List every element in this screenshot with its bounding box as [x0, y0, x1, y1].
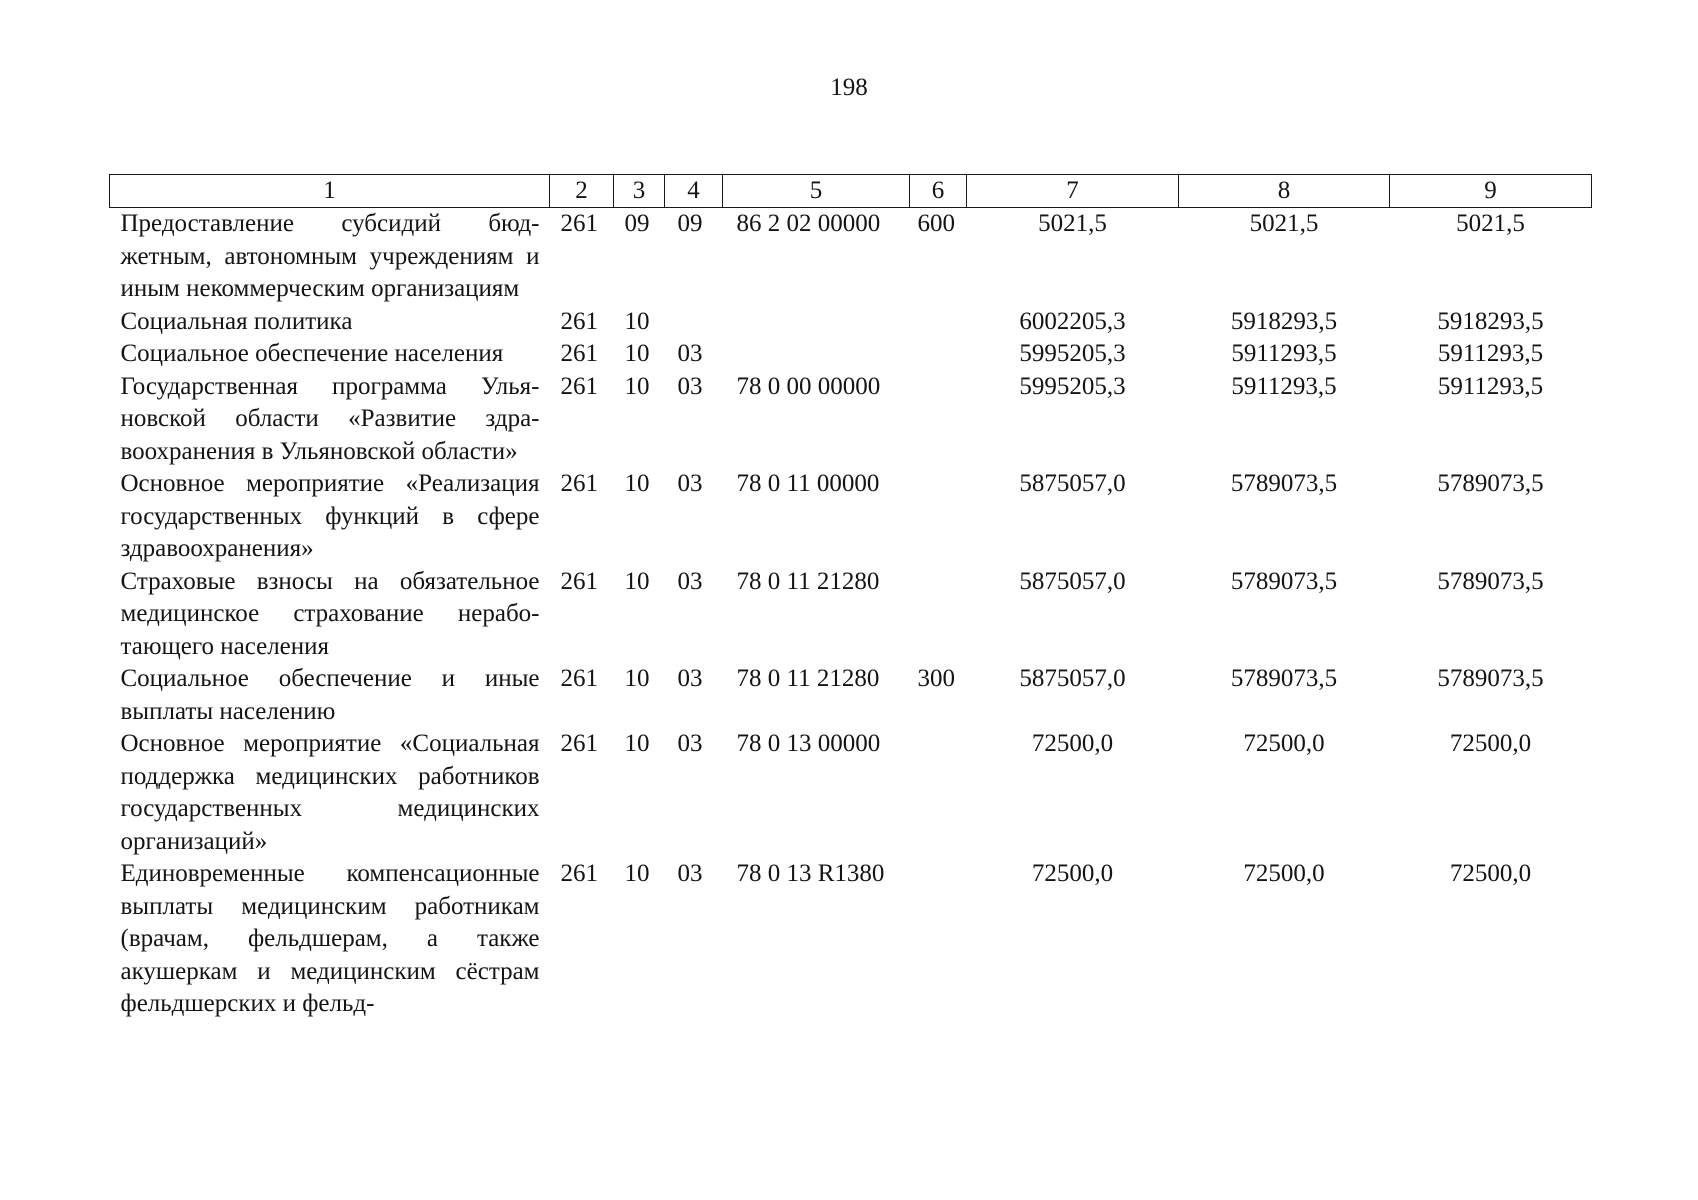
row-amount-8: 5789073,5	[1230, 567, 1338, 595]
row-code-6	[910, 728, 967, 858]
row-amount-8: 5789073,5	[1230, 470, 1338, 497]
header-col-1: 1	[110, 175, 550, 208]
row-amount-9: 5789073,5	[1437, 470, 1544, 497]
row-code-4: 03	[677, 730, 703, 757]
row-amount-7: 5995205,3	[1019, 340, 1126, 367]
row-code-4	[665, 306, 723, 339]
row-name: Социальное обеспечение населения	[120, 340, 504, 367]
row-amount-9: 5918293,5	[1437, 307, 1544, 335]
row-code-6: 600	[917, 210, 955, 237]
header-col-8: 8	[1179, 175, 1390, 208]
row-amount-7: 72500,0	[1031, 860, 1114, 887]
table-row	[110, 208, 1592, 306]
row-code-5: 78 0 13 00000	[736, 730, 881, 757]
row-code-2: 261	[560, 470, 598, 497]
table-row	[110, 728, 1592, 858]
row-amount-9: 5789073,5	[1437, 665, 1544, 692]
row-name: Страховые взносы на обязательное медицинское страхование неработающего населения	[120, 567, 540, 660]
row-name: Основное мероприятие «Социальная поддержка медицинских работников государственных медицинских организаций»	[120, 730, 540, 855]
row-amount-9: 72500,0	[1449, 860, 1532, 887]
row-code-6	[910, 858, 967, 1021]
row-code-3: 10	[624, 567, 650, 595]
row-amount-8: 5918293,5	[1230, 307, 1338, 335]
row-name: Социальное обеспечение и иные выплаты населению	[120, 665, 540, 725]
row-code-3: 10	[624, 340, 650, 367]
row-code-2: 261	[560, 665, 598, 692]
table-row	[110, 468, 1592, 566]
header-col-3: 3	[614, 175, 665, 208]
row-code-6	[910, 338, 967, 371]
row-code-2: 261	[560, 860, 598, 887]
row-code-3: 10	[624, 730, 650, 757]
row-code-5: 78 0 00 00000	[736, 372, 881, 400]
row-name: Государственная программа Ульяновской области «Развитие здравоохранения в Ульяновской области»	[120, 372, 540, 465]
header-row	[110, 175, 1592, 208]
row-code-4: 09	[677, 210, 703, 237]
row-code-2: 261	[560, 210, 598, 237]
row-amount-9: 5911293,5	[1437, 372, 1544, 400]
row-amount-7: 6002205,3	[1019, 307, 1126, 335]
row-name: Единовременные компенсационные выплаты медицинским работникам (врачам, фельдшерам, а также акушеркам и медицинским сёстрам фельдшерских и фельд-	[120, 860, 540, 1017]
row-code-6: 300	[917, 665, 955, 692]
row-code-6	[910, 468, 967, 566]
row-code-4: 03	[677, 340, 703, 367]
row-amount-8: 72500,0	[1243, 730, 1325, 757]
row-code-5: 78 0 11 00000	[736, 470, 880, 497]
page-number: 198	[830, 74, 868, 101]
row-amount-8: 5021,5	[1249, 210, 1319, 237]
row-amount-9: 5911293,5	[1437, 340, 1544, 367]
row-amount-8: 5911293,5	[1231, 340, 1337, 367]
row-amount-7: 72500,0	[1031, 730, 1114, 757]
table-row	[110, 566, 1592, 664]
row-name: Основное мероприятие «Реализация государственных функций в сфере здравоохранения»	[120, 470, 540, 562]
row-code-4: 03	[677, 860, 703, 887]
row-code-5	[723, 338, 910, 371]
row-code-4: 03	[677, 665, 703, 692]
row-code-3: 10	[624, 307, 650, 335]
table-body	[110, 208, 1592, 1021]
row-code-3: 10	[624, 470, 650, 497]
row-amount-7: 5875057,0	[1019, 665, 1126, 692]
row-code-3: 10	[624, 860, 650, 887]
header-col-7: 7	[967, 175, 1179, 208]
row-name: Социальная политика	[120, 307, 353, 335]
header-col-9: 9	[1390, 175, 1592, 208]
row-code-2: 261	[560, 730, 598, 757]
row-code-3: 10	[624, 665, 650, 692]
header-col-6: 6	[910, 175, 967, 208]
row-name: Предоставление субсидий бюджетным, автономным учреждениям и иным некоммерческим организациям	[120, 210, 540, 302]
table-row	[110, 306, 1592, 339]
header-col-5: 5	[723, 175, 910, 208]
budget-table	[109, 174, 1592, 1021]
row-amount-7: 5875057,0	[1019, 470, 1126, 497]
table-header	[110, 175, 1592, 208]
row-code-2: 261	[560, 567, 598, 595]
row-code-5: 78 0 11 21280	[736, 665, 880, 692]
row-code-2: 261	[560, 307, 598, 335]
row-amount-8: 5911293,5	[1231, 372, 1337, 400]
row-amount-7: 5021,5	[1038, 210, 1107, 237]
header-col-2: 2	[550, 175, 614, 208]
row-code-4: 03	[677, 470, 703, 497]
row-code-5: 78 0 11 21280	[736, 567, 880, 595]
header-col-4: 4	[665, 175, 723, 208]
row-code-6	[910, 566, 967, 664]
row-amount-9: 5021,5	[1456, 210, 1525, 237]
row-code-4: 03	[677, 567, 703, 595]
row-amount-7: 5875057,0	[1019, 567, 1126, 595]
row-code-5	[723, 306, 910, 339]
row-amount-7: 5995205,3	[1019, 372, 1126, 400]
row-code-6	[910, 371, 967, 469]
row-amount-8: 72500,0	[1243, 860, 1325, 887]
table-row	[110, 858, 1592, 1021]
row-code-3: 10	[624, 372, 650, 400]
table-row	[110, 338, 1592, 371]
row-code-6	[910, 306, 967, 339]
table-row	[110, 663, 1592, 728]
row-code-5: 78 0 13 R1380	[736, 860, 885, 887]
row-code-5: 86 2 02 00000	[736, 210, 881, 237]
row-amount-9: 72500,0	[1449, 730, 1532, 757]
row-amount-8: 5789073,5	[1230, 665, 1338, 692]
row-code-4: 03	[677, 372, 703, 400]
row-amount-9: 5789073,5	[1437, 567, 1544, 595]
row-code-3: 09	[624, 210, 650, 237]
row-code-2: 261	[560, 372, 598, 400]
row-code-2: 261	[560, 340, 598, 367]
table-row	[110, 371, 1592, 469]
